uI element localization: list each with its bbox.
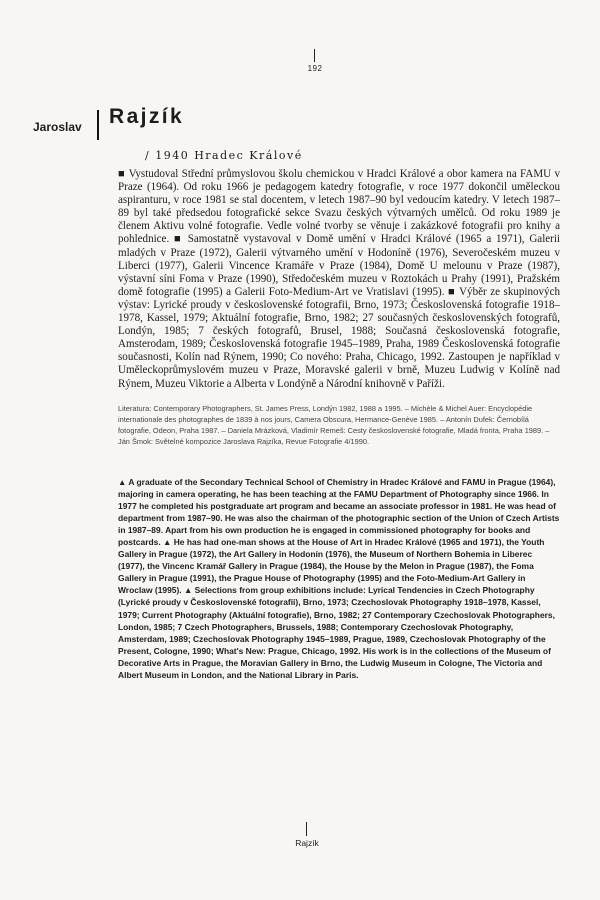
biography-czech: ■ Vystudoval Střední průmyslovou školu chemickou v Hradci Králové a obor kamera na FAMU v Praze (1964). Od roku 1966 je pedagogem katedry fotografie, v roce 1977 dokončil uměleckou aspiranturu, v roce 1981 se stal docentem, v letech 1987–90 byl vedoucím katedry. V letech 1987–89 byl také předsedou fotografické sekce Svazu českých výtvarných umělců. Od roku 1989 je členem Aktivu volné fotografie. Vedle volné tvorby se věnuje i zakázkové fotografii pro knihy a pohlednice. ■ Samostatně vystavoval v Domě umění v Hradci Králové (1965 a 1971), Galerii mladých v Praze (1972), Galerii výtvarného umění v Hodoníně (1976), Severočeském muzeu v Liberci (1977), Galerii Vincence Kramáře v Praze (1984), Domě U melounu v Praze (1987), výstavní síni Foma v Praze (1990), Středočeském muzeu v Roztokách u Prahy (1991), Pražském domě fotografie (1995) a Galerii Foto-Medium-Art ve Vratislavi (1995). ■ Výběr ze skupinových výstav: Lyrické proudy v československé fotografii, Brno, 1973; Československá fotografie 1918–1978, Kassel, 1979; Aktuální fotografie, Brno, 1982; 27 současných československých fotografů, Londýn, 1985; 7 českých fotografů, Brusel, 1988; Současná československá fotografie, Amsterodam, 1989; Československá fotografie 1945–1989, Praha, 1989 Československá fotografie současnosti, Kolín nad Rýnem, 1990; Co nového: Praha, Chicago, 1992. Zastoupen je například v Uměleckoprůmyslovém muzeu v Praze, Moravské galerii v brně, Muzeu Ludwig v Kolíně nad Rýnem, Muzeu Viktorie a Alberta v Londýně a Národní knihovně v Paříži. bbox=[118, 168, 560, 390]
literature-references: Literatura: Contemporary Photographers, St. James Press, Londýn 1982, 1988 a 1995. – Michèle & Michel Auer: Encyclopédie internationale des photographes de 1839 à nos jours, Camera Obscura, Hermance-Genève 1985. – Antonín Dufek: Černobílá fotografie, Odeon, Praha 1987. – Daniela Mrázková, Vladimír Remeš: Cesty československé fotografie, Mladá fronta, Praha 1989. – Ján Šmok: Světelné kompozice Jaroslava Rajzíka, Revue Fotografie 4/1990. bbox=[118, 404, 550, 446]
footer-artist-name: Rajzík bbox=[295, 838, 319, 848]
artist-first-name: Jaroslav bbox=[33, 120, 82, 134]
footer-rule bbox=[306, 822, 307, 836]
birth-info: / 1940 Hradec Králové bbox=[145, 149, 303, 162]
name-divider bbox=[97, 110, 99, 140]
page-number-rule bbox=[314, 49, 315, 62]
artist-last-name: Rajzík bbox=[109, 105, 185, 128]
page-number: 192 bbox=[307, 64, 323, 73]
biography-english: ▲ A graduate of the Secondary Technical School of Chemistry in Hradec Králové and FAMU in Prague (1964), majoring in camera operating, he has been teaching at the FAMU Department of Photography since 1966. In 1977 he completed his postgraduate art program and became an associate professor in 1981. He was head of department from 1987–90. He was also the chairman of the photographic section of the Union of Czech Artists in 1987–89. Apart from his own production he is engaged in commissioned photography for books and postcards. ▲ He has had one-man shows at the House of Art in Hradec Králové (1965 and 1971), the Youth Gallery in Prague (1972), the Art Gallery in Hodonín (1976), the Museum of Northern Bohemia in Liberec (1977), the Vincenc Kramář Gallery in Prague (1984), the House by the Melon in Prague (1987), the Foma Gallery in Prague (1991), the Prague House of Photography (1995) and the Foto-Medium-Art Gallery in Wroclaw (1995). ▲ Selections from group exhibitions include: Lyrical Tendencies in Czech Photography (Lyrické proudy v Československé fotografii), Brno, 1973; Czechoslovak Photography 1918–1978, Kassel, 1979; Current Photography (Aktuální fotografie), Brno, 1982; 27 Contemporary Czechoslovak Photographers, London, 1985; 7 Czech Photographers, Brussels, 1988; Contemporary Czechoslovak Photography, Amsterdam, 1989; Czechoslovak Photography 1945–1989, Prague, 1989, Czechoslovak Photography of the Present, Cologne, 1990; What's New: Prague, Chicago, 1992. His work is in the collections of the Museum of Decorative Arts in Prague, the Moravian Gallery in Brno, the Ludwig Museum in Cologne, The Victoria and Albert Museum in London, and the National Library in Paris. bbox=[118, 477, 560, 680]
